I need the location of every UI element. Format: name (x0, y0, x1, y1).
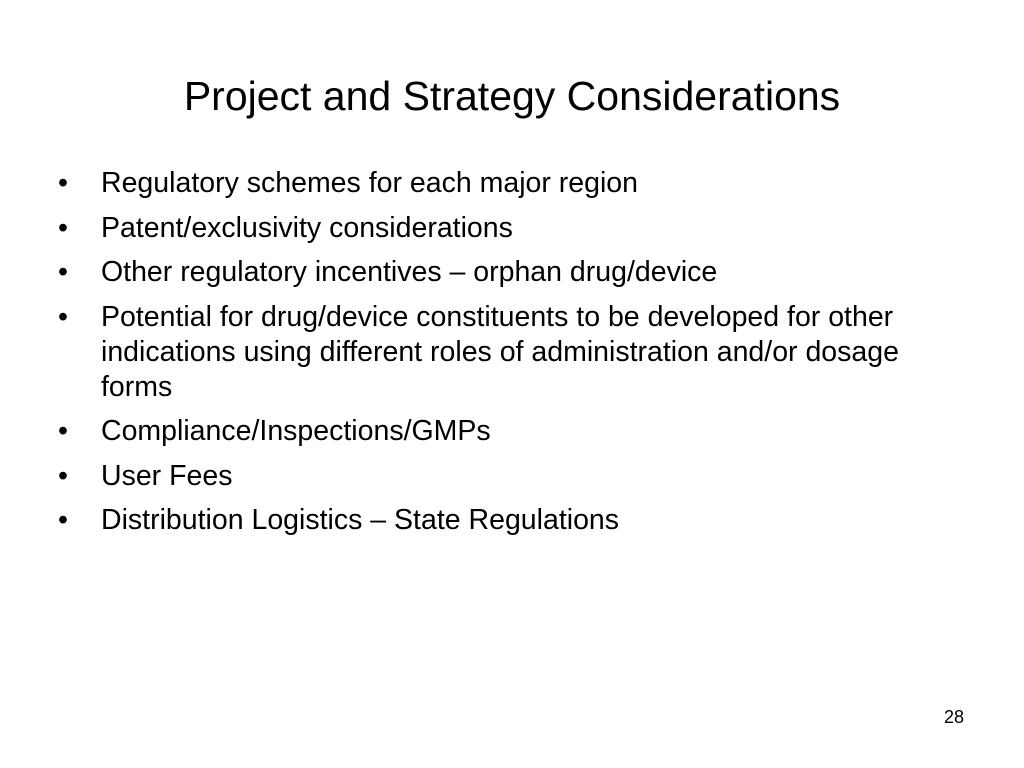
bullet-icon: • (58, 167, 68, 199)
page-number: 28 (943, 707, 964, 727)
list-item-text: Regulatory schemes for each major region (101, 167, 639, 199)
bullet-list (58, 166, 978, 548)
list-item (58, 211, 978, 246)
list-item (58, 166, 978, 201)
bullet-icon: • (58, 504, 68, 536)
list-item (58, 503, 978, 538)
list-item (58, 459, 978, 494)
list-item-text: Other regulatory incentives – orphan drug/device (101, 256, 718, 288)
list-item-text: Compliance/Inspections/GMPs (101, 415, 491, 447)
list-item (58, 255, 978, 290)
bullet-icon: • (58, 415, 68, 447)
bullet-icon: • (58, 211, 68, 244)
list-item (58, 414, 978, 449)
list-item-text: Patent/exclusivity considerations (101, 211, 513, 244)
slide-title: Project and Strategy Considerations (183, 73, 841, 119)
list-item (58, 300, 978, 405)
list-item-text: Potential for drug/device constituents to be developed for other indications using different roles of administration and/or dosage forms (101, 300, 899, 403)
list-item-text: Distribution Logistics – State Regulations (101, 504, 620, 536)
bullet-icon: • (58, 300, 68, 333)
list-item-text: User Fees (101, 459, 233, 492)
bullet-icon: • (58, 459, 68, 492)
bullet-icon: • (58, 256, 68, 288)
